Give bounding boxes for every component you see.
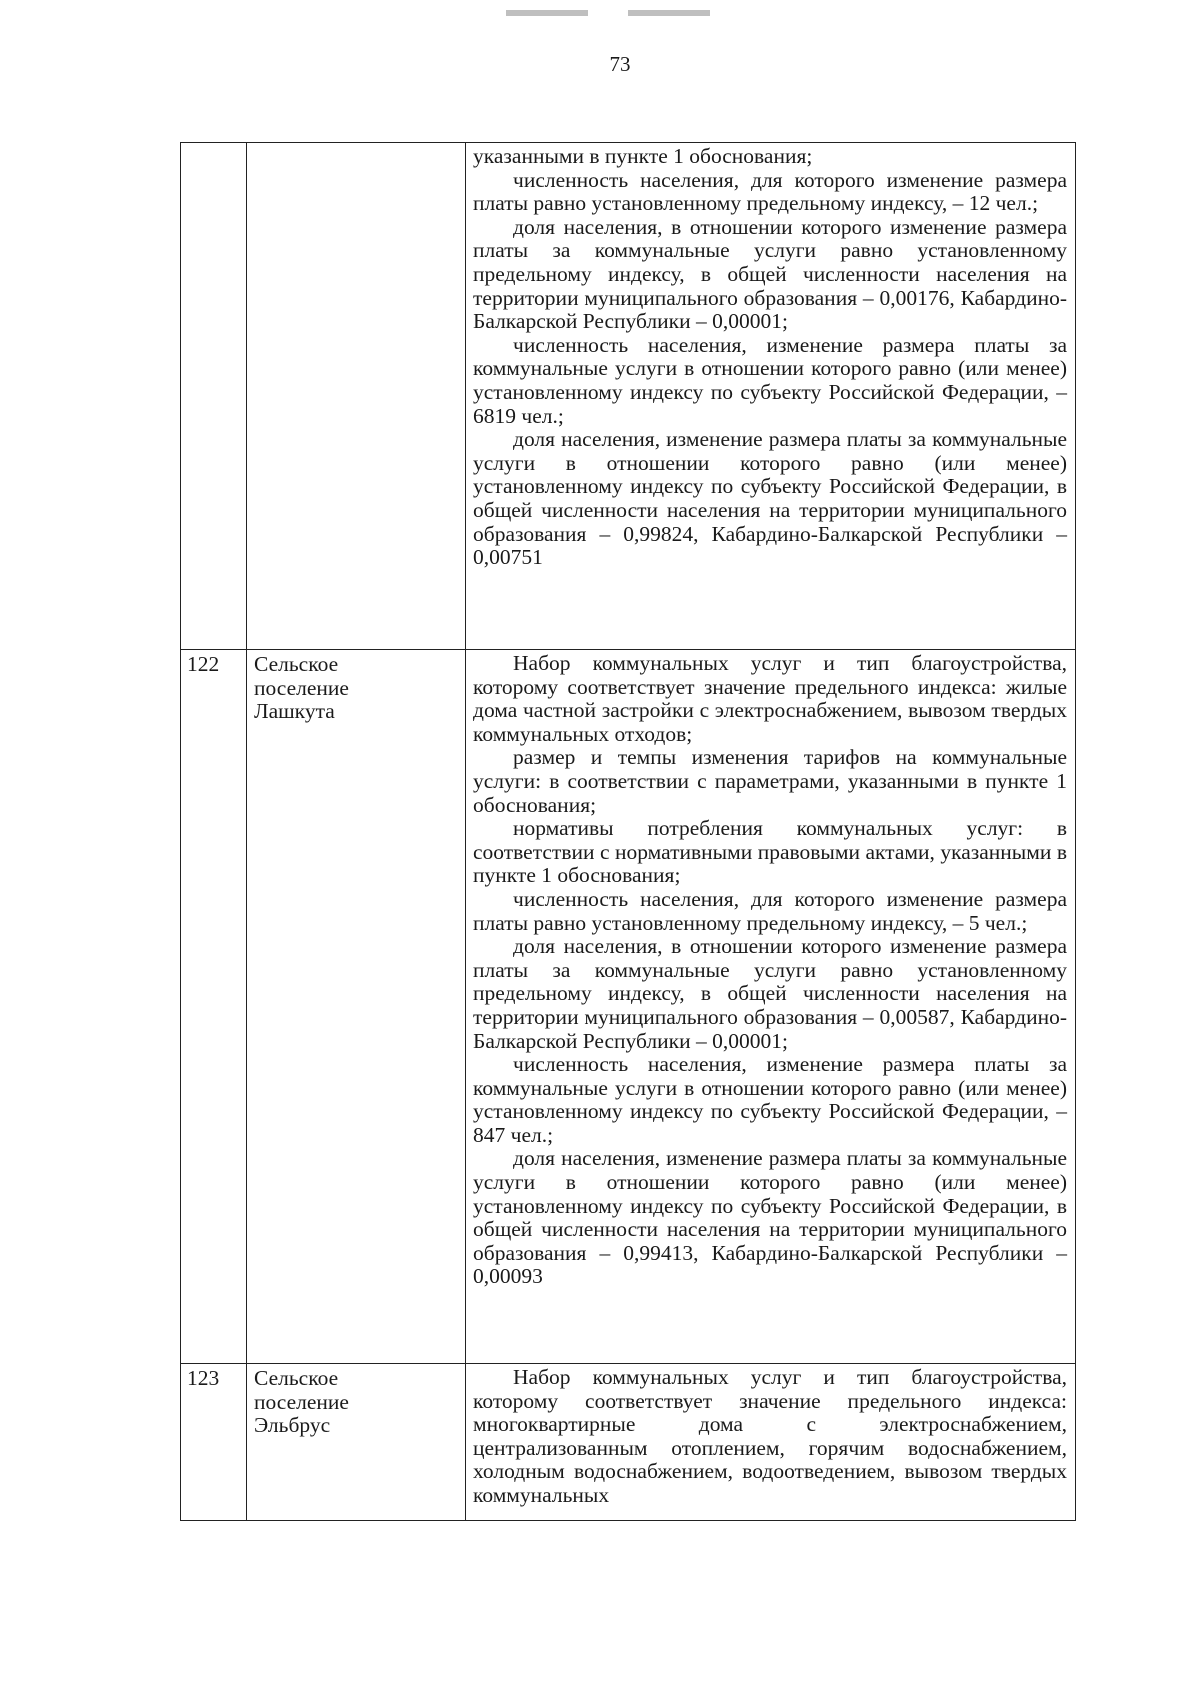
municipality-name-line: Лашкута [254, 699, 335, 724]
scan-artifact [628, 10, 710, 16]
description-cell [466, 1364, 1076, 1521]
paragraph: доля населения, в отношении которого изменение размера платы за коммунальные услуги равно установленному предельному индексу, в общей численности населения на территории муниципального образования – 0,00176, Кабардино-Балкарской Республики – 0,00001; [473, 214, 1067, 334]
row-number-cell [181, 1364, 247, 1521]
municipality-name-line: Эльбрус [254, 1413, 331, 1438]
paragraph: доля населения, изменение размера платы за коммунальные услуги в отношении которого равно (или менее) установленному индексу по субъекту Российской Федерации, в общей численности населения на территории муниципального образования – 0,99824, Кабардино-Балкарской Республики – 0,00751 [473, 427, 1067, 570]
table-row [181, 1364, 1076, 1521]
description-cell [466, 650, 1076, 1364]
scan-artifact [506, 10, 588, 16]
row-number-cell [181, 143, 247, 650]
paragraph: численность населения, изменение размера платы за коммунальные услуги в отношении которого равно (или менее) установленному индексу по субъекту Российской Федерации, – 847 чел.; [473, 1052, 1067, 1147]
row-number: 123 [187, 1366, 220, 1390]
paragraph: нормативы потребления коммунальных услуг: в соответствии с нормативными правовыми актами, указанными в пункте 1 обоснования; [473, 816, 1067, 888]
paragraph: доля населения, в отношении которого изменение размера платы за коммунальные услуги равно установленному предельному индексу, в общей численности населения на территории муниципального образования – 0,00587, Кабардино-Балкарской Республики – 0,00001; [473, 934, 1067, 1053]
table-row [181, 143, 1076, 650]
row-number-cell [181, 650, 247, 1364]
description-cell [466, 143, 1076, 650]
municipality-cell [247, 1364, 466, 1521]
paragraph: численность населения, для которого изменение размера платы равно установленному предельному индексу, – 5 чел.; [473, 886, 1067, 935]
paragraph: Набор коммунальных услуг и тип благоустройства, которому соответствует значение предельного индекса: многоквартирные дома с электроснабжением, централизованным отоплением, горячим водоснабжением, холодным водоснабжением, водоотведением, вывозом твердых коммунальных [473, 1365, 1067, 1507]
paragraph: указанными в пункте 1 обоснования; [473, 144, 813, 168]
paragraph: численность населения, для которого изменение размера платы равно установленному предельному индексу, – 12 чел.; [473, 167, 1067, 216]
municipality-name-line: поселение [254, 675, 349, 700]
municipality-name-line: поселение [254, 1389, 349, 1414]
page-number: 73 [609, 52, 631, 76]
paragraph: Набор коммунальных услуг и тип благоустройства, которому соответствует значение предельного индекса: жилые дома частной застройки с электроснабжением, вывозом твердых коммунальных отходов; [473, 651, 1067, 746]
document-table [180, 142, 1076, 1521]
row-number: 122 [187, 652, 220, 676]
paragraph: доля населения, изменение размера платы за коммунальные услуги в отношении которого равно (или менее) установленному индексу по субъекту Российской Федерации, в общей численности населения на территории муниципального образования – 0,99413, Кабардино-Балкарской Республики – 0,00093 [473, 1146, 1067, 1289]
municipality-name-line: Сельское [254, 1366, 339, 1390]
municipality-cell [247, 143, 466, 650]
paragraph: численность населения, изменение размера платы за коммунальные услуги в отношении которого равно (или менее) установленному индексу по субъекту Российской Федерации, – 6819 чел.; [473, 332, 1067, 428]
municipality-cell [247, 650, 466, 1364]
paragraph: размер и темпы изменения тарифов на коммунальные услуги: в соответствии с параметрами, указанными в пункте 1 обоснования; [473, 745, 1067, 817]
municipality-name-line: Сельское [254, 652, 339, 676]
table-row [181, 650, 1076, 1364]
